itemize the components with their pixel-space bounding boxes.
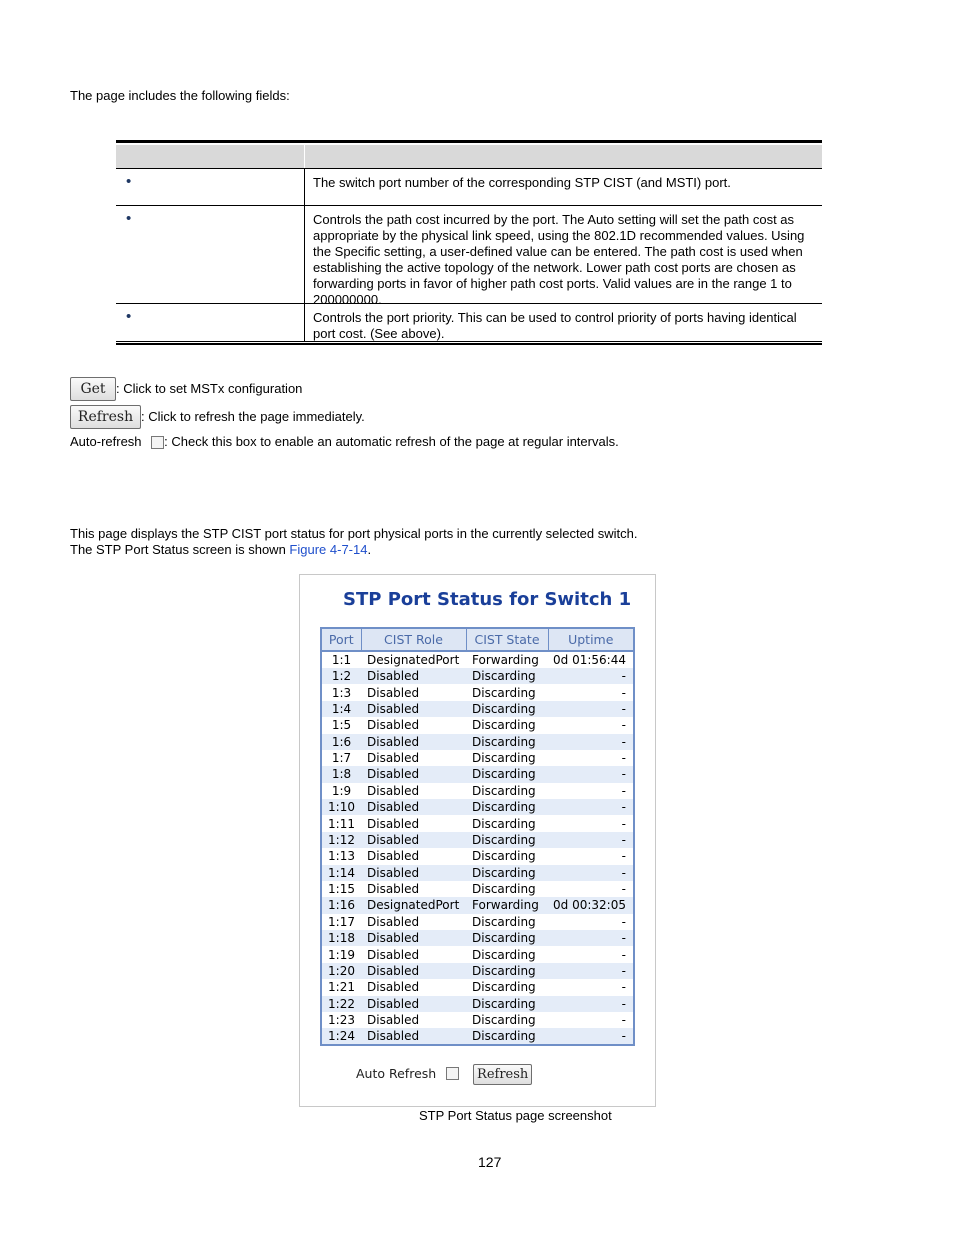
cell-role: DesignatedPort — [367, 653, 460, 667]
table-row — [321, 717, 634, 733]
table-bottom-rule — [116, 341, 822, 345]
cell-port: 1:10 — [321, 799, 361, 815]
cell-role: Disabled — [361, 832, 466, 848]
table-row — [321, 832, 634, 848]
table-row — [321, 996, 634, 1012]
bullet-icon: • — [116, 206, 305, 303]
cell-port: 1:4 — [321, 701, 361, 717]
cell-role: Disabled — [361, 996, 466, 1012]
cell-state: Forwarding — [472, 653, 539, 667]
column-header-uptime: Uptime — [548, 628, 634, 651]
cell-state: Discarding — [472, 718, 536, 733]
field-description: Controls the port priority. This can be used to control priority of ports having identical port cost. (See above). — [313, 310, 797, 341]
cell-role: Disabled — [361, 668, 466, 684]
cell-port: 1:16 — [321, 897, 361, 913]
cell-role: Disabled — [361, 701, 466, 717]
cell-state: Discarding — [466, 930, 548, 946]
cell-role: Disabled — [361, 766, 466, 782]
field-row — [116, 168, 822, 205]
cell-state: Discarding — [466, 734, 548, 750]
cell-up: - — [548, 930, 634, 946]
cell-port: 1:23 — [328, 1013, 355, 1028]
section-line-2-suffix: . — [367, 542, 372, 557]
get-description: : Click to set MSTx configuration — [116, 381, 303, 396]
cell-port: 1:14 — [321, 865, 361, 881]
cell-port: 1:7 — [331, 751, 352, 766]
table-row — [321, 783, 634, 799]
cell-up: - — [548, 734, 634, 750]
table-row — [321, 914, 634, 930]
table-row — [321, 750, 634, 766]
section-line-2-prefix: The STP Port Status screen is shown — [70, 542, 290, 557]
cell-state: Forwarding — [466, 897, 548, 913]
section-line-1: This page displays the STP CIST port status for port physical ports in the currently selected switch. — [70, 526, 638, 541]
cell-port: 1:8 — [321, 766, 361, 782]
cell-port: 1:15 — [328, 882, 355, 897]
cell-up: - — [621, 783, 626, 798]
auto-refresh-checkbox[interactable] — [446, 1067, 459, 1080]
table-row — [321, 815, 634, 831]
cell-state: Discarding — [472, 751, 536, 766]
refresh-button-line — [70, 405, 365, 429]
cell-port: 1:22 — [321, 996, 361, 1012]
cell-state: Discarding — [472, 947, 536, 962]
field-description: The switch port number of the corresponding STP CIST (and MSTI) port. — [313, 175, 731, 190]
cell-port: 1:13 — [328, 849, 355, 864]
field-description: Controls the path cost incurred by the port. The Auto setting will set the path cost as appropriate by the physical link speed, using the 802.1D recommended values. Using the Specific setting, a user-defined value can be entered. The path cost is used when establishing the active topology of the network. Lower path cost ports are chosen as forwarding ports in favor of higher path cost ports. Valid values are in the range 1 to 200000000. — [313, 212, 805, 307]
cell-up: 0d 00:32:05 — [548, 897, 634, 913]
cell-role: DesignatedPort — [361, 897, 466, 913]
cell-state: Discarding — [472, 685, 536, 700]
cell-up: - — [621, 1013, 626, 1028]
table-row — [321, 799, 634, 815]
table-row — [321, 701, 634, 717]
cell-state: Discarding — [472, 980, 536, 995]
cell-port: 1:24 — [321, 1028, 361, 1045]
cell-role: Disabled — [361, 865, 466, 881]
cell-state: Discarding — [472, 914, 536, 929]
table-row — [321, 963, 634, 979]
cell-up: - — [548, 668, 634, 684]
field-row — [116, 303, 822, 341]
cell-port: 1:1 — [331, 653, 352, 667]
cell-up: - — [621, 947, 626, 962]
cell-port: 1:17 — [328, 914, 355, 929]
cell-role: Disabled — [367, 685, 420, 700]
cell-role: Disabled — [367, 882, 420, 897]
cell-state: Discarding — [472, 849, 536, 864]
cell-port: 1:12 — [321, 832, 361, 848]
refresh-description: : Click to refresh the page immediately. — [141, 409, 365, 424]
cell-port: 1:5 — [331, 718, 352, 733]
cell-role: Disabled — [367, 980, 420, 995]
cell-state: Discarding — [472, 1013, 536, 1028]
cell-role: Disabled — [367, 947, 420, 962]
cell-up: - — [548, 701, 634, 717]
cell-state: Discarding — [466, 766, 548, 782]
autorefresh-description: : Check this box to enable an automatic refresh of the page at regular intervals. — [164, 434, 619, 449]
cell-up: - — [548, 832, 634, 848]
fields-table — [116, 140, 822, 345]
cell-port: 1:18 — [321, 930, 361, 946]
cell-port: 1:11 — [328, 816, 355, 831]
cell-port: 1:20 — [321, 963, 361, 979]
table-row — [321, 684, 634, 700]
get-button[interactable]: Get — [70, 377, 116, 401]
cell-role: Disabled — [361, 963, 466, 979]
cell-up: - — [621, 849, 626, 864]
page-title: STP Port Status for Switch 1 — [343, 589, 632, 610]
column-header-port: Port — [321, 628, 361, 651]
cell-up: - — [621, 914, 626, 929]
cell-role: Disabled — [367, 914, 420, 929]
table-row — [321, 946, 634, 962]
table-body — [321, 651, 634, 1045]
cell-state: Discarding — [472, 783, 536, 798]
cell-up: - — [621, 751, 626, 766]
refresh-button[interactable]: Refresh — [473, 1064, 532, 1085]
cell-port: 1:21 — [328, 980, 355, 995]
table-row — [321, 930, 634, 946]
table-row — [321, 668, 634, 684]
cell-up: - — [548, 865, 634, 881]
cell-state: Discarding — [466, 799, 548, 815]
screenshot-frame — [299, 574, 656, 1107]
cell-up: - — [621, 685, 626, 700]
autorefresh-label: Auto-refresh — [70, 434, 142, 449]
cell-role: Disabled — [361, 734, 466, 750]
autorefresh-checkbox[interactable] — [151, 436, 164, 449]
cell-role: Disabled — [367, 718, 420, 733]
cell-up: - — [548, 766, 634, 782]
cell-state: Discarding — [466, 832, 548, 848]
cell-port: 1:6 — [321, 734, 361, 750]
cell-state: Discarding — [472, 816, 536, 831]
cell-role: Disabled — [367, 816, 420, 831]
table-row — [321, 865, 634, 881]
section-line-2 — [70, 542, 371, 557]
cell-state: Discarding — [466, 865, 548, 881]
table-row — [321, 1028, 634, 1045]
cell-port: 1:3 — [331, 685, 352, 700]
cell-state: Discarding — [466, 668, 548, 684]
cell-up: - — [621, 882, 626, 897]
column-header-cist-state: CIST State — [466, 628, 548, 651]
table-row — [321, 766, 634, 782]
table-row — [321, 848, 634, 864]
figure-link[interactable]: Figure 4-7-14 — [289, 542, 368, 557]
cell-role: Disabled — [361, 799, 466, 815]
refresh-button[interactable]: Refresh — [70, 405, 141, 429]
cell-up: 0d 01:56:44 — [553, 653, 626, 667]
cell-role: Disabled — [361, 1028, 466, 1045]
cell-state: Discarding — [466, 701, 548, 717]
cell-up: - — [548, 1028, 634, 1045]
autorefresh-line — [70, 434, 619, 449]
cell-role: Disabled — [367, 849, 420, 864]
cell-up: - — [621, 816, 626, 831]
cell-state: Discarding — [472, 882, 536, 897]
cell-up: - — [621, 718, 626, 733]
bullet-icon: • — [116, 169, 305, 205]
cell-up: - — [548, 996, 634, 1012]
cell-port: 1:9 — [331, 783, 352, 798]
cell-state: Discarding — [466, 963, 548, 979]
cell-port: 1:19 — [328, 947, 355, 962]
page-number: 127 — [478, 1154, 502, 1170]
table-row — [321, 651, 634, 668]
table-header — [116, 143, 822, 168]
cell-port: 1:2 — [321, 668, 361, 684]
table-row — [321, 1012, 634, 1028]
cell-up: - — [548, 799, 634, 815]
bullet-icon: • — [116, 304, 305, 341]
cell-role: Disabled — [367, 751, 420, 766]
table-header-row — [321, 628, 634, 651]
column-header-cist-role: CIST Role — [361, 628, 466, 651]
table-row — [321, 734, 634, 750]
field-row — [116, 205, 822, 307]
cell-up: - — [548, 963, 634, 979]
cell-state: Discarding — [466, 996, 548, 1012]
get-button-line — [70, 377, 302, 401]
intro-text: The page includes the following fields: — [70, 88, 290, 103]
cell-role: Disabled — [361, 930, 466, 946]
table-row — [321, 881, 634, 897]
table-row — [321, 897, 634, 913]
auto-refresh-row — [356, 1064, 532, 1085]
cell-state: Discarding — [466, 1028, 548, 1045]
figure-caption: STP Port Status page screenshot — [419, 1108, 612, 1123]
cell-role: Disabled — [367, 1013, 420, 1028]
port-status-table — [320, 627, 635, 1046]
cell-up: - — [621, 980, 626, 995]
cell-role: Disabled — [367, 783, 420, 798]
table-row — [321, 979, 634, 995]
auto-refresh-label: Auto Refresh — [356, 1066, 437, 1081]
